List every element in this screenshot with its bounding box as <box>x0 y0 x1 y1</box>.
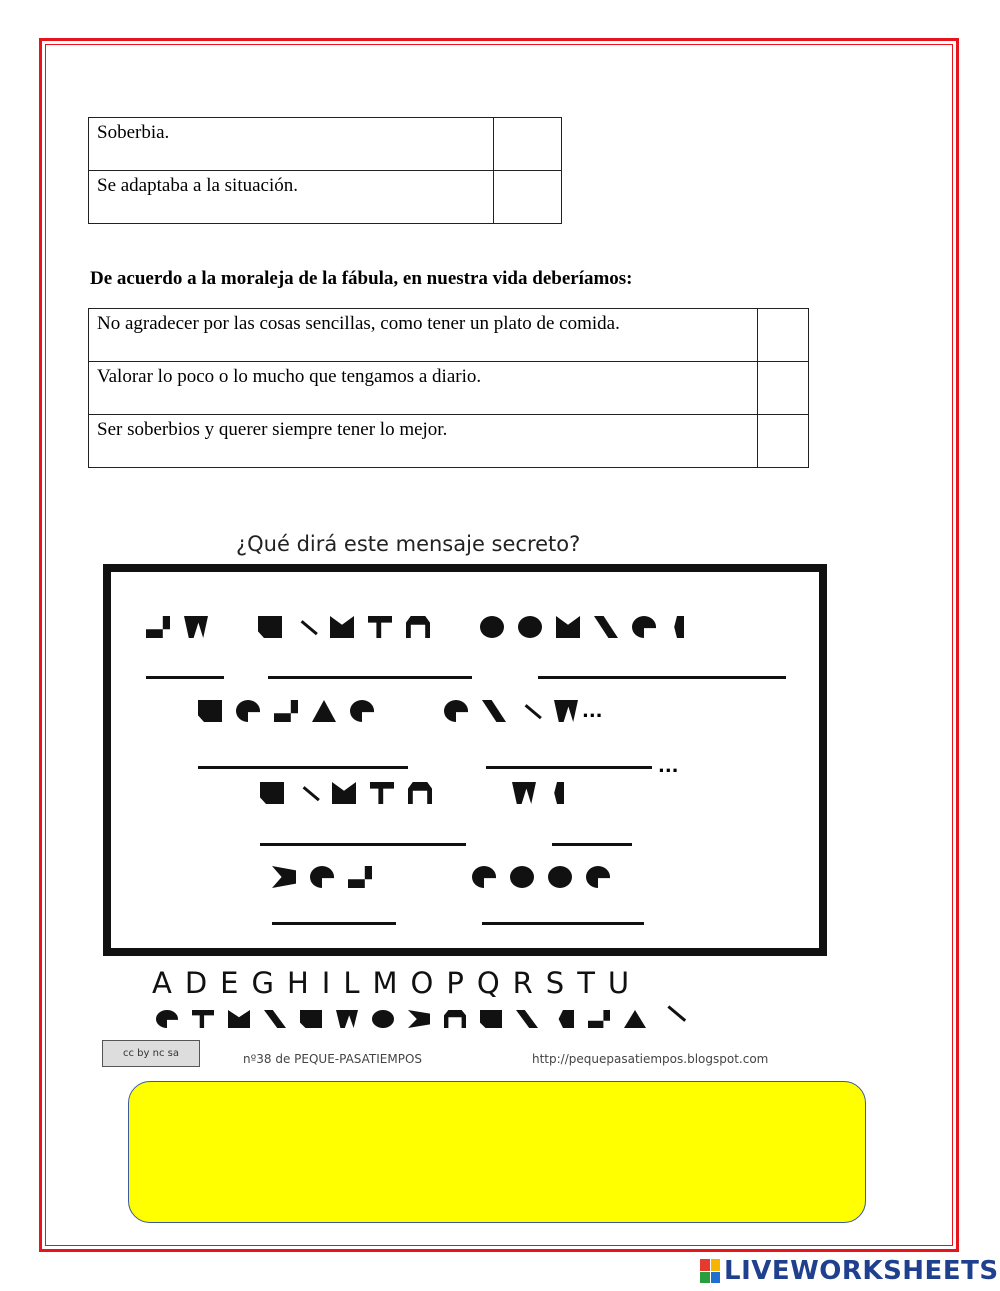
cipher-glyph <box>406 616 430 638</box>
cipher-glyph <box>444 700 468 722</box>
cipher-glyph <box>482 700 506 722</box>
cipher-glyph <box>512 782 536 804</box>
cipher-glyph <box>372 1010 394 1028</box>
answer-input-box[interactable] <box>128 1081 866 1223</box>
cipher-glyph <box>332 782 356 804</box>
cipher-glyph <box>480 1010 502 1028</box>
cipher-glyph <box>198 700 222 722</box>
brand-name: LIVEWORKSHEETS <box>724 1256 999 1286</box>
cipher-glyph <box>408 1010 430 1028</box>
cipher-glyph <box>594 616 618 638</box>
ellipsis: ... <box>658 756 679 777</box>
cipher-glyph <box>156 1010 178 1028</box>
table-row <box>89 171 562 224</box>
cipher-glyph <box>632 616 656 638</box>
answer-blank <box>482 922 644 925</box>
cipher-glyph <box>272 866 296 888</box>
cipher-glyph <box>192 1010 214 1028</box>
blank-line-4 <box>272 922 660 925</box>
cipher-line-2 <box>198 700 603 722</box>
cipher-glyph <box>670 616 684 638</box>
liveworksheets-logo <box>700 1256 999 1286</box>
answer-checkbox[interactable] <box>758 309 809 362</box>
options-table-2 <box>88 308 809 468</box>
ellipsis: ... <box>582 701 603 722</box>
cipher-glyph <box>480 616 504 638</box>
answer-blank <box>538 676 786 679</box>
cipher-glyph <box>300 1010 322 1028</box>
cipher-glyph <box>550 782 564 804</box>
cipher-glyph <box>472 866 496 888</box>
answer-blank <box>198 766 408 769</box>
option-text: No agradecer por las cosas sencillas, como tener un plato de comida. <box>89 309 758 362</box>
answer-checkbox[interactable] <box>494 171 562 224</box>
answer-checkbox[interactable] <box>758 415 809 468</box>
cipher-glyph <box>264 1010 286 1028</box>
cipher-glyph <box>260 782 284 804</box>
option-text: Soberbia. <box>89 118 494 171</box>
cipher-line-1 <box>146 616 698 638</box>
blank-line-1 <box>146 676 802 679</box>
creative-commons-badge: cc by nc sa <box>102 1040 200 1067</box>
table-row <box>89 362 809 415</box>
cipher-glyph <box>258 616 282 638</box>
options-table-1 <box>88 117 562 224</box>
answer-blank <box>486 766 652 769</box>
cipher-glyph <box>510 866 534 888</box>
cipher-glyph <box>330 616 354 638</box>
answer-blank <box>260 843 466 846</box>
cipher-line-4 <box>272 866 624 888</box>
cipher-glyph <box>236 700 260 722</box>
cipher-glyph <box>350 700 374 722</box>
cipher-key-alphabet: ADEGHILMOPQRSTU <box>152 966 643 1000</box>
question-heading: De acuerdo a la moraleja de la fábula, en nuestra vida deberíamos: <box>90 268 633 289</box>
option-text: Se adaptaba a la situación. <box>89 171 494 224</box>
cipher-line-3 <box>260 782 578 804</box>
table-row <box>89 309 809 362</box>
cipher-glyph <box>336 1010 358 1028</box>
answer-checkbox[interactable] <box>758 362 809 415</box>
cipher-glyph <box>368 616 392 638</box>
option-text: Ser soberbios y querer siempre tener lo mejor. <box>89 415 758 468</box>
answer-blank <box>268 676 472 679</box>
cipher-glyph <box>348 866 372 888</box>
cipher-glyph <box>228 1010 250 1028</box>
cipher-glyph <box>408 782 432 804</box>
answer-blank <box>552 843 632 846</box>
cipher-glyph <box>274 700 298 722</box>
answer-checkbox[interactable] <box>494 118 562 171</box>
blank-line-2 <box>198 748 679 777</box>
cipher-glyph <box>586 866 610 888</box>
puzzle-credit: nº38 de PEQUE-PASATIEMPOS <box>243 1052 423 1066</box>
cipher-glyph <box>552 1010 574 1028</box>
answer-blank <box>272 922 396 925</box>
cipher-glyph <box>554 700 578 722</box>
cipher-glyph <box>556 616 580 638</box>
cipher-glyph <box>588 1010 610 1028</box>
puzzle-title: ¿Qué dirá este mensaje secreto? <box>236 532 581 556</box>
table-row <box>89 118 562 171</box>
cipher-glyph <box>548 866 572 888</box>
cipher-glyph <box>310 866 334 888</box>
cipher-glyph <box>518 616 542 638</box>
puzzle-credit-url: http://pequepasatiempos.blogspot.com <box>532 1052 769 1066</box>
answer-blank <box>146 676 224 679</box>
cipher-glyph <box>312 700 336 722</box>
cipher-glyph <box>624 1010 646 1028</box>
cipher-glyph <box>444 1010 466 1028</box>
table-row <box>89 415 809 468</box>
blank-line-3 <box>260 843 648 846</box>
cipher-glyph <box>516 1010 538 1028</box>
cipher-glyph <box>146 616 170 638</box>
cipher-key-glyphs <box>156 1010 696 1031</box>
liveworksheets-icon <box>700 1259 720 1283</box>
cipher-glyph <box>184 616 208 638</box>
cipher-glyph <box>370 782 394 804</box>
option-text: Valorar lo poco o lo mucho que tengamos a diario. <box>89 362 758 415</box>
